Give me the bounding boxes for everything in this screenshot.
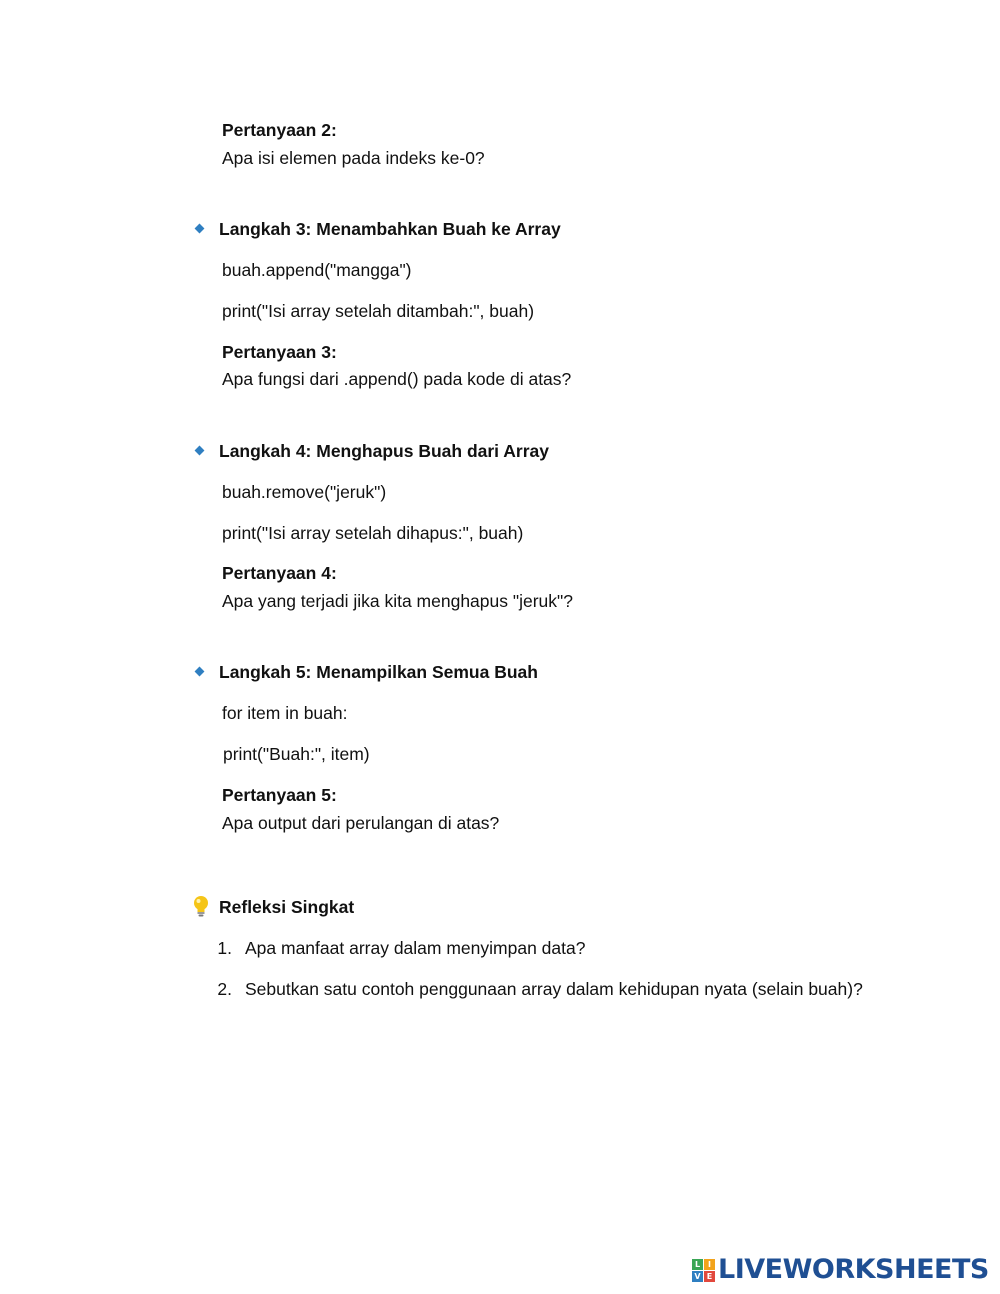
step-3-heading: Langkah 3: Menambahkan Buah ke Array (219, 219, 561, 239)
diamond-bullet-icon (195, 667, 205, 677)
question-5-title: Pertanyaan 5: (222, 785, 337, 805)
reflection-item-2-text: Sebutkan satu contoh penggunaan array dalam kehidupan nyata (selain buah)? (245, 979, 863, 999)
step-3-code-line-2: print("Isi array setelah ditambah:", buah) (222, 301, 535, 321)
question-3-title: Pertanyaan 3: (222, 342, 337, 362)
step-5-code-line-2: print("Buah:", item) (223, 744, 370, 764)
diamond-bullet-icon (195, 224, 205, 234)
step-5-heading: Langkah 5: Menampilkan Semua Buah (219, 662, 538, 682)
question-5-text: Apa output dari perulangan di atas? (222, 813, 500, 833)
question-4-title: Pertanyaan 4: (222, 563, 337, 583)
reflection-item-1-text: Apa manfaat array dalam menyimpan data? (245, 938, 586, 958)
question-3-text: Apa fungsi dari .append() pada kode di atas? (222, 369, 572, 389)
step-5-code-line-1: for item in buah: (222, 703, 348, 723)
lightbulb-icon (190, 894, 212, 918)
step-3-code-line-1: buah.append("mangga") (222, 260, 412, 280)
question-2-title: Pertanyaan 2: (222, 120, 337, 140)
question-4-text: Apa yang terjadi jika kita menghapus "jeruk"? (222, 591, 573, 611)
liveworksheets-logo (692, 1255, 989, 1285)
question-2-text: Apa isi elemen pada indeks ke-0? (222, 148, 485, 168)
reflection-item-1-number: 1. (217, 938, 232, 958)
step-4-code-line-2: print("Isi array setelah dihapus:", buah) (222, 523, 524, 543)
reflection-item-2-number: 2. (217, 979, 232, 999)
diamond-bullet-icon (195, 446, 205, 456)
logo-blocks-icon: L I V E (692, 1259, 715, 1282)
step-4-heading: Langkah 4: Menghapus Buah dari Array (219, 441, 549, 461)
logo-text: LIVEWORKSHEETS (718, 1254, 989, 1285)
step-4-code-line-1: buah.remove("jeruk") (222, 482, 387, 502)
reflection-heading: Refleksi Singkat (219, 897, 355, 917)
